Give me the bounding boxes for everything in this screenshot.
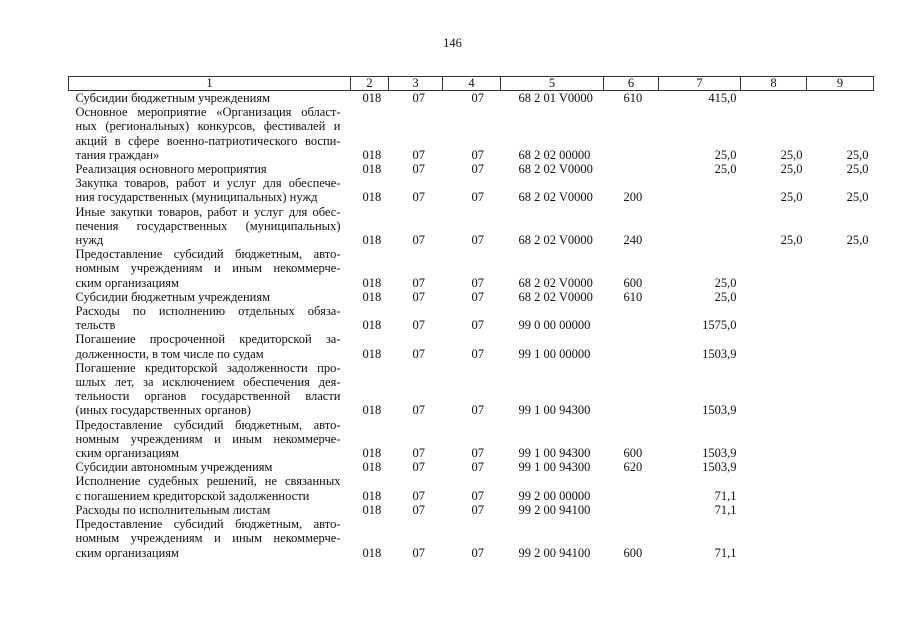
amount-year-3 [807,332,874,360]
description-line: акций в сфере военно-патриотического воспи- [75,133,341,148]
amount-year-2: 25,0 [780,190,803,205]
table-row [69,91,874,106]
description-line: тания граждан» [75,147,160,162]
description-line: Исполнение судебных решений, не связанных [75,474,341,489]
row-description [69,176,351,204]
table-row [69,304,874,332]
amount-year-2 [741,460,807,474]
amount-year-2 [741,290,807,304]
section-code: 07 [412,233,425,248]
page-number: 146 [443,36,462,50]
amount-year-2 [741,418,807,461]
amount-year-2 [741,474,807,502]
section-code: 07 [412,190,425,205]
ministry-code: 018 [362,545,382,560]
amount-year-1: 71,1 [714,545,737,560]
section-code: 07 [412,318,425,333]
column-header-7: 7 [659,77,741,91]
description-line: нужд [75,233,104,248]
budget-table [68,76,874,560]
subsection-code: 07 [471,162,484,177]
amount-year-2 [741,247,807,290]
amount-year-3: 25,0 [846,190,869,205]
ministry-code: 018 [362,488,382,503]
expense-type-code: 610 [623,289,643,304]
amount-year-1: 25,0 [714,275,737,290]
amount-year-3 [807,503,874,517]
table-row [69,361,874,418]
subsection-code: 07 [471,502,484,517]
amount-year-2 [741,332,807,360]
table-body [69,91,874,560]
target-article-code: 99 1 00 00000 [518,346,591,361]
amount-year-1: 71,1 [714,488,737,503]
ministry-code: 018 [362,346,382,361]
table-row [69,503,874,517]
column-header-2: 2 [351,77,389,91]
amount-year-3 [807,460,874,474]
table-row [69,460,874,474]
section-code: 07 [412,147,425,162]
expense-type-code: 240 [623,233,643,248]
description-line: долженности, в том числе по судам [75,346,264,361]
column-header-8: 8 [741,77,807,91]
section-code: 07 [412,275,425,290]
table-row [69,247,874,290]
description-line: тельности органов государственной власти [75,389,341,404]
table-row [69,332,874,360]
expense-type-code: 600 [623,446,643,461]
description-line: Основное мероприятие «Организация област- [75,105,341,120]
column-header-1: 1 [69,77,351,91]
section-code: 07 [412,346,425,361]
row-description [69,162,351,176]
description-line: Закупка товаров, работ и услуг для обеспече- [75,176,341,191]
amount-year-1 [659,205,741,248]
description-line: с погашением кредиторской задолженности [75,488,310,503]
description-line: номным учреждениям и иным некоммерче- [75,531,341,546]
description-line: ским организациям [75,545,179,560]
description-line: ским организациям [75,275,179,290]
row-description [69,418,351,461]
subsection-code: 07 [471,460,484,475]
table-row [69,162,874,176]
section-code: 07 [412,403,425,418]
row-description [69,460,351,474]
section-code: 07 [412,545,425,560]
amount-year-1: 415,0 [708,91,737,105]
row-description [69,361,351,418]
description-line: Предоставление субсидий бюджетным, авто- [75,247,341,262]
subsection-code: 07 [471,275,484,290]
ministry-code: 018 [362,446,382,461]
target-article-code: 99 1 00 94300 [518,403,591,418]
ministry-code: 018 [362,275,382,290]
target-article-code: 99 2 00 94100 [518,502,591,517]
amount-year-2: 25,0 [780,147,803,162]
amount-year-1: 25,0 [714,162,737,177]
ministry-code: 018 [362,233,382,248]
target-article-code: 99 0 00 00000 [518,318,591,333]
column-header-9: 9 [807,77,874,91]
target-article-code: 68 2 02 V0000 [518,289,593,304]
description-line: шлых лет, за исключением обеспечения дея- [75,375,341,390]
ministry-code: 018 [362,162,382,177]
row-description [69,105,351,162]
amount-year-1: 25,0 [714,147,737,162]
subsection-code: 07 [471,446,484,461]
description-line: номным учреждениям и иным некоммерче- [75,261,341,276]
section-code: 07 [412,91,425,105]
description-line: тельств [75,318,116,333]
table-header-row [69,77,874,91]
target-article-code: 68 2 02 00000 [518,147,591,162]
target-article-code: 68 2 02 V0000 [518,162,593,177]
ministry-code: 018 [362,460,382,475]
expense-type-code: 610 [623,91,643,105]
target-article-code: 99 2 00 94100 [518,545,591,560]
row-description [69,474,351,502]
expense-type-code: 600 [623,545,643,560]
ministry-code: 018 [362,289,382,304]
description-line: Погашение просроченной кредиторской за- [75,332,341,347]
column-header-5: 5 [501,77,604,91]
amount-year-3 [807,247,874,290]
description-line: (иных государственных органов) [75,403,251,418]
row-description [69,332,351,360]
amount-year-2 [741,91,807,106]
target-article-code: 99 1 00 94300 [518,460,591,475]
ministry-code: 018 [362,502,382,517]
description-line: Предоставление субсидий бюджетным, авто- [75,517,341,532]
description-line: Иные закупки товаров, работ и услуг для обес- [75,204,341,219]
ministry-code: 018 [362,318,382,333]
amount-year-1: 25,0 [714,289,737,304]
table-row [69,105,874,162]
amount-year-3: 25,0 [846,233,869,248]
amount-year-2: 25,0 [780,233,803,248]
description-line: ных (региональных) конкурсов, фестивалей и [75,119,341,134]
subsection-code: 07 [471,488,484,503]
section-code: 07 [412,502,425,517]
amount-year-3: 25,0 [846,147,869,162]
description-line: Субсидии бюджетным учреждениям [75,289,271,304]
amount-year-1: 1575,0 [702,318,737,333]
row-description [69,503,351,517]
amount-year-2 [741,503,807,517]
description-line: Предоставление субсидий бюджетным, авто- [75,417,341,432]
subsection-code: 07 [471,233,484,248]
amount-year-3 [807,517,874,560]
amount-year-1: 71,1 [714,502,737,517]
row-description [69,290,351,304]
expense-type-code [604,162,659,176]
column-header-4: 4 [443,77,501,91]
amount-year-1: 1503,9 [702,346,737,361]
expense-type-code [604,361,659,418]
table-row [69,418,874,461]
description-line: Субсидии бюджетным учреждениям [75,91,271,105]
description-line: Погашение кредиторской задолженности про- [75,360,341,375]
amount-year-2 [741,517,807,560]
amount-year-1: 1503,9 [702,403,737,418]
target-article-code: 68 2 01 V0000 [518,91,593,105]
amount-year-3 [807,474,874,502]
section-code: 07 [412,289,425,304]
description-line: Реализация основного мероприятия [75,162,267,177]
description-line: ния государственных (муниципальных) нужд [75,190,318,205]
description-line: номным учреждениям и иным некоммерче- [75,431,341,446]
subsection-code: 07 [471,91,484,105]
subsection-code: 07 [471,545,484,560]
column-header-3: 3 [389,77,443,91]
expense-type-code [604,304,659,332]
subsection-code: 07 [471,346,484,361]
amount-year-1: 1503,9 [702,446,737,461]
target-article-code: 68 2 02 V0000 [518,190,593,205]
column-header-6: 6 [604,77,659,91]
ministry-code: 018 [362,190,382,205]
row-description [69,517,351,560]
row-description [69,205,351,248]
amount-year-3 [807,361,874,418]
amount-year-1: 1503,9 [702,460,737,475]
table-row [69,517,874,560]
amount-year-3: 25,0 [846,162,869,177]
description-line: печения государственных (муниципальных) [75,218,341,233]
subsection-code: 07 [471,318,484,333]
table-row [69,205,874,248]
subsection-code: 07 [471,403,484,418]
subsection-code: 07 [471,289,484,304]
amount-year-2: 25,0 [780,162,803,177]
amount-year-3 [807,290,874,304]
description-line: Расходы по исполнительным листам [75,502,271,517]
row-description [69,304,351,332]
target-article-code: 68 2 02 V0000 [518,233,593,248]
table-row [69,176,874,204]
subsection-code: 07 [471,190,484,205]
ministry-code: 018 [362,147,382,162]
ministry-code: 018 [362,403,382,418]
expense-type-code [604,474,659,502]
description-line: Расходы по исполнению отдельных обяза- [75,304,341,319]
ministry-code: 018 [362,91,382,105]
amount-year-3 [807,418,874,461]
description-line: Субсидии автономным учреждениям [75,460,273,475]
amount-year-1 [659,176,741,204]
section-code: 07 [412,446,425,461]
amount-year-3 [807,91,874,106]
expense-type-code: 200 [623,190,643,205]
row-description [69,91,351,106]
section-code: 07 [412,488,425,503]
amount-year-3 [807,304,874,332]
table-row [69,290,874,304]
section-code: 07 [412,460,425,475]
target-article-code: 68 2 02 V0000 [518,275,593,290]
section-code: 07 [412,162,425,177]
expense-type-code [604,332,659,360]
row-description [69,247,351,290]
amount-year-2 [741,304,807,332]
expense-type-code: 620 [623,460,643,475]
expense-type-code: 600 [623,275,643,290]
expense-type-code [604,105,659,162]
table-row [69,474,874,502]
expense-type-code [604,503,659,517]
subsection-code: 07 [471,147,484,162]
description-line: ским организациям [75,446,179,461]
amount-year-2 [741,361,807,418]
target-article-code: 99 1 00 94300 [518,446,591,461]
target-article-code: 99 2 00 00000 [518,488,591,503]
